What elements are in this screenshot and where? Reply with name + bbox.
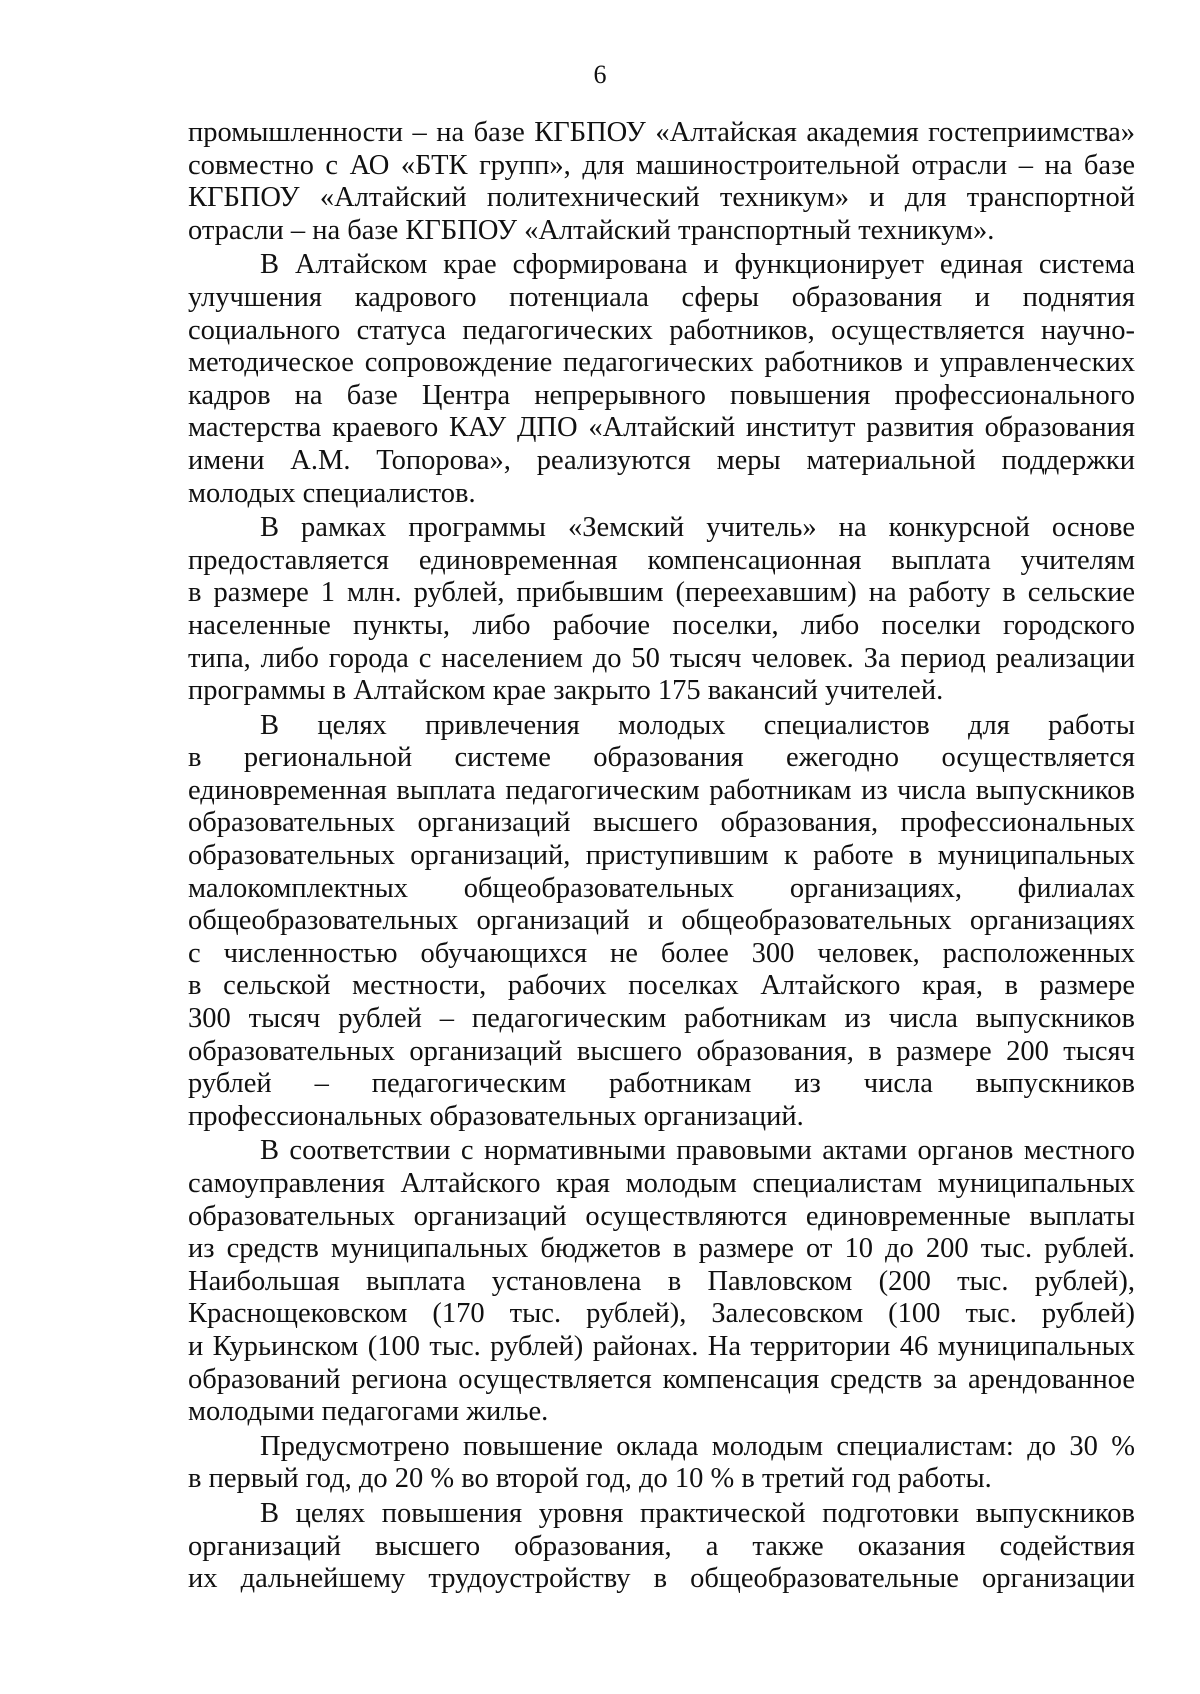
text-line: их дальнейшему трудоустройству в общеобразовательные организации: [188, 1563, 1135, 1595]
page-number: 6: [593, 60, 607, 89]
text-line: в размере 1 млн. рублей, прибывшим (переехавшим) на работу в сельские: [188, 577, 1135, 609]
paragraph: [188, 1431, 1135, 1496]
text-line: в первый год, до 20 % во второй год, до 10 % в третий год работы.: [188, 1463, 992, 1495]
text-line: КГБПОУ «Алтайский политехнический техникум» и для транспортной: [188, 182, 1135, 214]
paragraph: [188, 710, 1135, 1134]
text-line: программы в Алтайском крае закрыто 175 вакансий учителей.: [188, 675, 944, 707]
text-line: мастерства краевого КАУ ДПО «Алтайский институт развития образования: [188, 412, 1135, 444]
text-line: предоставляется единовременная компенсационная выплата учителям: [188, 544, 1135, 576]
paragraph: [188, 512, 1135, 708]
text-line: типа, либо города с населением до 50 тысяч человек. За период реализации: [188, 642, 1135, 674]
text-line: В рамках программы «Земский учитель» на конкурсной основе: [260, 512, 1135, 544]
text-line: профессиональных образовательных организаций.: [188, 1100, 804, 1132]
text-line: улучшения кадрового потенциала сферы образования и поднятия: [188, 281, 1135, 313]
text-line: образовательных организаций высшего образования, в размере 200 тысяч: [188, 1035, 1135, 1067]
text-line: образовательных организаций осуществляются единовременные выплаты: [188, 1200, 1135, 1232]
text-line: имени А.М. Топорова», реализуются меры материальной поддержки: [188, 444, 1135, 476]
text-line: организаций высшего образования, а также оказания содействия: [188, 1530, 1135, 1562]
text-line: образований региона осуществляется компенсация средств за арендованное: [188, 1363, 1135, 1395]
text-line: 300 тысяч рублей – педагогическим работникам из числа выпускников: [188, 1003, 1135, 1035]
text-line: Предусмотрено повышение оклада молодым специалистам: до 30 %: [260, 1430, 1135, 1462]
text-line: малокомплектных общеобразовательных организациях, филиалах: [188, 872, 1135, 904]
paragraph: [188, 1498, 1135, 1596]
text-line: в сельской местности, рабочих поселках Алтайского края, в размере: [188, 970, 1135, 1002]
paragraph-continuation: [188, 117, 1135, 247]
text-line: социального статуса педагогических работников, осуществляется научно-: [188, 314, 1135, 346]
text-line: населенные пункты, либо рабочие поселки, либо поселки городского: [188, 609, 1135, 641]
text-line: единовременная выплата педагогическим работникам из числа выпускников: [188, 774, 1135, 806]
text-line: образовательных организаций высшего образования, профессиональных: [188, 807, 1135, 839]
text-line: В целях повышения уровня практической подготовки выпускников: [260, 1497, 1135, 1529]
text-line: В целях привлечения молодых специалистов для работы: [260, 709, 1135, 741]
paragraph: [188, 1135, 1135, 1428]
text-line: рублей – педагогическим работникам из числа выпускников: [188, 1068, 1135, 1100]
text-line: Краснощековском (170 тыс. рублей), Залесовском (100 тыс. рублей): [188, 1298, 1135, 1330]
text-line: промышленности – на базе КГБПОУ «Алтайская академия гостеприимства»: [188, 117, 1135, 148]
text-line: молодых специалистов.: [188, 477, 476, 509]
text-line: В соответствии с нормативными правовыми актами органов местного: [260, 1135, 1135, 1167]
text-line: общеобразовательных организаций и общеобразовательных организациях: [188, 905, 1135, 937]
paragraph: [188, 249, 1135, 510]
text-line: отрасли – на базе КГБПОУ «Алтайский транспортный техникум».: [188, 214, 995, 246]
text-line: совместно с АО «БТК групп», для машиностроительной отрасли – на базе: [188, 149, 1135, 181]
text-line: из средств муниципальных бюджетов в размере от 10 до 200 тыс. рублей.: [188, 1233, 1135, 1265]
text-line: в региональной системе образования ежегодно осуществляется: [188, 742, 1135, 774]
document-body: [188, 117, 1135, 1596]
text-line: с численностью обучающихся не более 300 человек, расположенных: [188, 937, 1135, 969]
text-line: и Курьинском (100 тыс. рублей) районах. На территории 46 муниципальных: [188, 1330, 1135, 1362]
text-line: образовательных организаций, приступившим к работе в муниципальных: [188, 840, 1135, 872]
text-line: методическое сопровождение педагогических работников и управленческих: [188, 347, 1135, 379]
text-line: В Алтайском крае сформирована и функционирует единая система: [260, 249, 1135, 281]
text-line: кадров на базе Центра непрерывного повышения профессионального: [188, 379, 1135, 411]
text-line: Наибольшая выплата установлена в Павловском (200 тыс. рублей),: [188, 1265, 1135, 1297]
text-line: самоуправления Алтайского края молодым специалистам муниципальных: [188, 1168, 1135, 1199]
text-line: молодыми педагогами жилье.: [188, 1396, 549, 1428]
